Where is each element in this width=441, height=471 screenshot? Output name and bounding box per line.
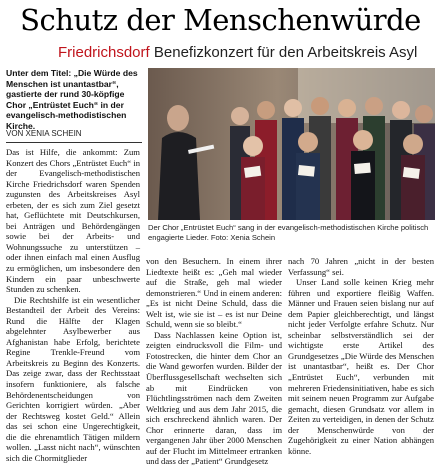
paragraph: Unser Land solle keinen Krieg mehr führen und exportiere fleißig Waffen. Männer und Frauen seien bislang nur auf dem Papier gleichberechtigt, und längst nicht jeder Verfolgte erfahre Schutz. Nur scheinbar selbstverständlich sei der wichtigste erste Artikel des Grundgesetzes „Die Würde des Menschen ist unantastbar“, heißt es. Der Chor „Entrüstet Euch“, verbunden mit mehreren Friedensinitiativen, habe es sich mit seinem neuen Programm zur Aufgabe gemacht, diesen Grundsatz vor allem in Zeiten zu verteidigen, in denen der Schutz der Menschenwürde von der Zugehörigkeit zu einer Nation abhängen könne. <box>288 277 434 456</box>
headline: Schutz der Menschenwürde <box>20 3 421 37</box>
choir-photo <box>148 68 435 220</box>
choir-photo-illustration <box>148 68 435 220</box>
subheadline <box>58 43 417 63</box>
lead-paragraph: Unter dem Titel: „Die Würde des Menschen ist unantastbar“, gastierte der rund 30-köpfige Chor „Entrüstet Euch“ in der evangelisch-methodistischen Kirche. <box>6 68 138 131</box>
subhead-text: Benefizkonzert für den Arbeitskreis Asyl <box>153 44 418 61</box>
article-column-3 <box>288 256 434 456</box>
subhead-place: Friedrichsdorf <box>58 44 150 61</box>
photo-caption: Der Chor „Entrüstet Euch“ sang in der evangelisch-methodistischen Kirche politisch engagierte Lieder. Foto: Xenia Schein <box>148 223 429 242</box>
paragraph: Dass Nachlassen keine Option ist, zeigten eindrucksvoll die Film- und Fotostrecken, die hinter dem Chor an die Wand geworfen wurden. Bilder der Überflussgesellschaft wechselten sich ab mit Eindrücken von Flüchtlingsströmen nach dem Zweiten Weltkrieg und aus dem Jahr 2015, die sich erschreckend ähnlich waren. Der Chor erinnerte daran, dass im vergangenen Jahr über 2000 Menschen auf der Flucht im Mittelmeer ertranken und dass der „Patient“ Grundgesetz <box>146 329 282 467</box>
byline-divider <box>6 142 142 143</box>
article-column-2 <box>146 256 282 467</box>
paragraph: Die Rechtshilfe ist ein wesentlicher Bestandteil der Arbeit des Vereins: Rund die Hälfte der Klagen abgelehnter Asylbewerber aus Afghanistan habe Erfolg, berichtete Regine Trenkle-Freund vom Arbeitskreis zu Beginn des Konzerts. Das zeige zwar, dass der Rechtsstaat insofern funktioniere, als falsche Behördenentscheidungen von Gerichten korrigiert würden. „Aber der Rechtsweg kostet Geld.“ Allein das sei schon eine Ungerechtigkeit, die die ehrenamtlich Tätigen mildern wollen. „Lasst nicht nach“, wünschten sich die Chormitglieder <box>6 294 140 463</box>
byline: VON XENIA SCHEIN <box>6 129 82 138</box>
paragraph: nach 70 Jahren „nicht in der besten Verfassung“ sei. <box>288 256 434 277</box>
paragraph: von den Besuchern. In einem ihrer Liedtexte heißt es: „Geh mal wieder auf die Straße, geh mal wieder demonstrieren.“ Und in einem anderen: „Es ist nicht Deine Schuld, dass die Welt ist, wie sie ist – es ist nur Deine Schuld, wenn sie so bleibt.“ <box>146 256 282 330</box>
article-column-1 <box>6 147 140 463</box>
paragraph: Das ist Hilfe, die ankommt: Zum Konzert des Chors „Entrüstet Euch“ in der Evangelisch-methodistischen Kirche Friedrichsdorf waren Spenden zugunsten des Arbeitskreises Asyl erbeten, der es sich zum Ziel gesetzt hat, Geflüchtete mit Deutschkursen, bei Anträgen und Behördengängen sowie bei der Arbeits- und Wohnungssuche zu unterstützen – oder ihnen einfach mal einen Ausflug zu ermöglichen, um insbesondere den Kindern ein paar unbeschwerte Stunden zu schenken. <box>6 147 140 295</box>
